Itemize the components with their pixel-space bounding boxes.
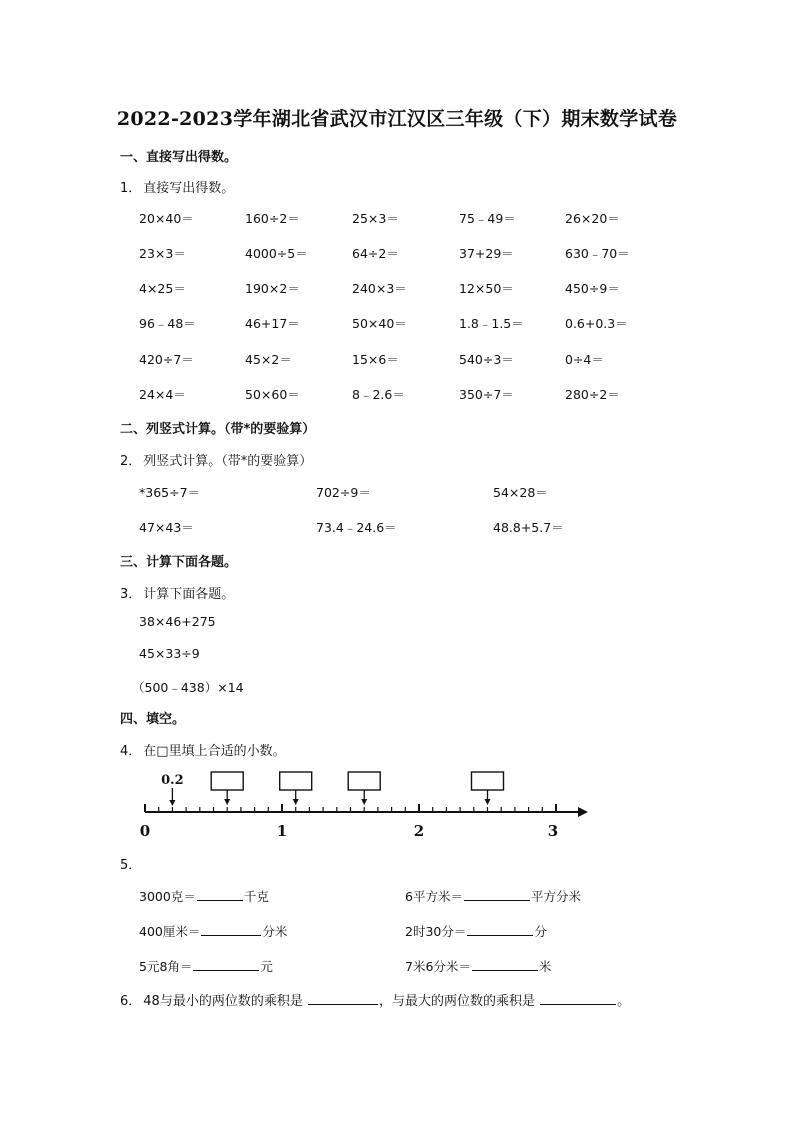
section-heading-3: 三、计算下面各题。 — [120, 555, 238, 570]
conversion-item — [405, 957, 551, 975]
question-text-a: 48与最小的两位数的乘积是 — [143, 994, 303, 1009]
mental-math-item: 1.8﹣1.5＝ — [459, 316, 524, 331]
mental-math-item: 20×40＝ — [139, 211, 194, 226]
conversion-unit: 千克 — [243, 889, 269, 904]
mental-math-item: 25×3＝ — [352, 211, 399, 226]
mental-math-item: 0÷4＝ — [565, 352, 604, 367]
conversion-unit: 米 — [538, 959, 552, 974]
section-heading-1: 一、直接写出得数。 — [120, 150, 238, 165]
number-line-marker — [161, 773, 184, 806]
page-title: 2022-2023学年湖北省武汉市江汉区三年级（下）期末数学试卷 — [116, 108, 678, 130]
question-number: 3． — [120, 587, 142, 602]
mental-math-item: 190×2＝ — [245, 281, 300, 296]
vertical-calc-item: 48.8+5.7＝ — [493, 520, 564, 535]
answer-box[interactable] — [211, 772, 243, 790]
tick-label: 3 — [547, 822, 559, 840]
mental-math-item: 24×4＝ — [139, 387, 186, 402]
question-text: 直接写出得数。 — [143, 181, 235, 196]
conversion-unit: 分 — [534, 924, 547, 939]
calc-item: （500﹣438）×14 — [132, 680, 244, 695]
mental-math-item: 64÷2＝ — [352, 246, 399, 261]
mental-math-item: 160÷2＝ — [245, 211, 300, 226]
answer-box[interactable] — [472, 772, 504, 790]
marker-label: 0.2 — [161, 773, 184, 788]
question-number: 2． — [120, 454, 142, 469]
box-arrow-head — [293, 799, 299, 805]
question-number: 5． — [120, 858, 142, 873]
conversion-left: 400厘米＝ — [139, 924, 201, 939]
answer-blank[interactable] — [308, 992, 378, 1005]
conversion-item — [405, 922, 547, 940]
vertical-calc-item: 702÷9＝ — [316, 485, 371, 500]
conversion-left: 5元8角＝ — [139, 959, 193, 974]
conversion-unit: 分米 — [262, 924, 288, 939]
tick-label: 0 — [139, 822, 151, 840]
vertical-calc-item: 54×28＝ — [493, 485, 548, 500]
question-2 — [120, 450, 312, 469]
number-line-figure — [130, 764, 590, 844]
mental-math-item: 96﹣48＝ — [139, 316, 196, 331]
conversion-unit: 平方分米 — [530, 889, 581, 904]
mental-math-item: 420÷7＝ — [139, 352, 194, 367]
calc-item: 45×33÷9 — [139, 646, 200, 661]
section-heading-2: 二、列竖式计算。（带*的要验算） — [120, 422, 316, 437]
answer-blank[interactable] — [472, 958, 538, 971]
mental-math-item: 4000÷5＝ — [245, 246, 308, 261]
number-line-boxes — [211, 772, 503, 805]
answer-box[interactable] — [348, 772, 380, 790]
question-text: 在□里填上合适的小数。 — [143, 744, 286, 759]
question-1 — [120, 177, 234, 196]
tick-label: 1 — [276, 822, 288, 840]
mental-math-item: 8﹣2.6＝ — [352, 387, 405, 402]
conversion-item — [139, 957, 273, 975]
conversion-left: 6平方米＝ — [405, 889, 463, 904]
marker-arrow-head — [169, 800, 175, 806]
mental-math-item: 50×60＝ — [245, 387, 300, 402]
answer-blank[interactable] — [193, 958, 259, 971]
vertical-calc-item: *365÷7＝ — [139, 485, 201, 500]
vertical-calc-item: 47×43＝ — [139, 520, 194, 535]
mental-math-item: 46+17＝ — [245, 316, 300, 331]
box-arrow-head — [485, 799, 491, 805]
question-number: 1． — [120, 181, 142, 196]
mental-math-item: 26×20＝ — [565, 211, 620, 226]
calc-item: 38×46+275 — [139, 614, 216, 629]
answer-blank[interactable] — [467, 923, 533, 936]
box-arrow-head — [361, 799, 367, 805]
number-line-ticks — [145, 804, 556, 812]
question-number: 6． — [120, 994, 142, 1009]
question-3 — [120, 583, 234, 602]
mental-math-item: 540÷3＝ — [459, 352, 514, 367]
question-text-b: ，与最大的两位数的乘积是 — [378, 994, 535, 1009]
conversion-item — [405, 887, 581, 905]
conversion-item — [139, 887, 269, 905]
number-line-labels — [140, 822, 558, 840]
mental-math-item: 350÷7＝ — [459, 387, 514, 402]
question-number: 4． — [120, 744, 142, 759]
mental-math-item: 12×50＝ — [459, 281, 514, 296]
mental-math-item: 75﹣49＝ — [459, 211, 516, 226]
conversion-left: 2时30分＝ — [405, 924, 467, 939]
conversion-left: 3000克＝ — [139, 889, 196, 904]
mental-math-item: 240×3＝ — [352, 281, 407, 296]
answer-blank[interactable] — [540, 992, 616, 1005]
answer-blank[interactable] — [197, 888, 243, 901]
mental-math-item: 50×40＝ — [352, 316, 407, 331]
conversion-left: 7米6分米＝ — [405, 959, 471, 974]
answer-blank[interactable] — [201, 923, 261, 936]
conversion-unit: 元 — [260, 959, 273, 974]
number-line-arrowhead — [578, 807, 588, 817]
question-6 — [120, 990, 630, 1009]
mental-math-item: 4×25＝ — [139, 281, 186, 296]
conversion-item — [139, 922, 287, 940]
question-text-c: 。 — [617, 994, 631, 1009]
question-text: 计算下面各题。 — [143, 587, 235, 602]
mental-math-item: 280÷2＝ — [565, 387, 620, 402]
answer-box[interactable] — [280, 772, 312, 790]
mental-math-item: 23×3＝ — [139, 246, 186, 261]
box-arrow-head — [224, 799, 230, 805]
mental-math-item: 45×2＝ — [245, 352, 292, 367]
answer-blank[interactable] — [464, 888, 530, 901]
mental-math-item: 37+29＝ — [459, 246, 514, 261]
question-5 — [120, 854, 143, 873]
mental-math-item: 630﹣70＝ — [565, 246, 630, 261]
section-heading-4: 四、填空。 — [120, 712, 186, 727]
vertical-calc-item: 73.4﹣24.6＝ — [316, 520, 397, 535]
mental-math-item: 450÷9＝ — [565, 281, 620, 296]
tick-label: 2 — [413, 822, 425, 840]
question-text: 列竖式计算。（带*的要验算） — [143, 454, 313, 469]
mental-math-item: 15×6＝ — [352, 352, 399, 367]
mental-math-item: 0.6+0.3＝ — [565, 316, 628, 331]
question-4 — [120, 740, 286, 759]
